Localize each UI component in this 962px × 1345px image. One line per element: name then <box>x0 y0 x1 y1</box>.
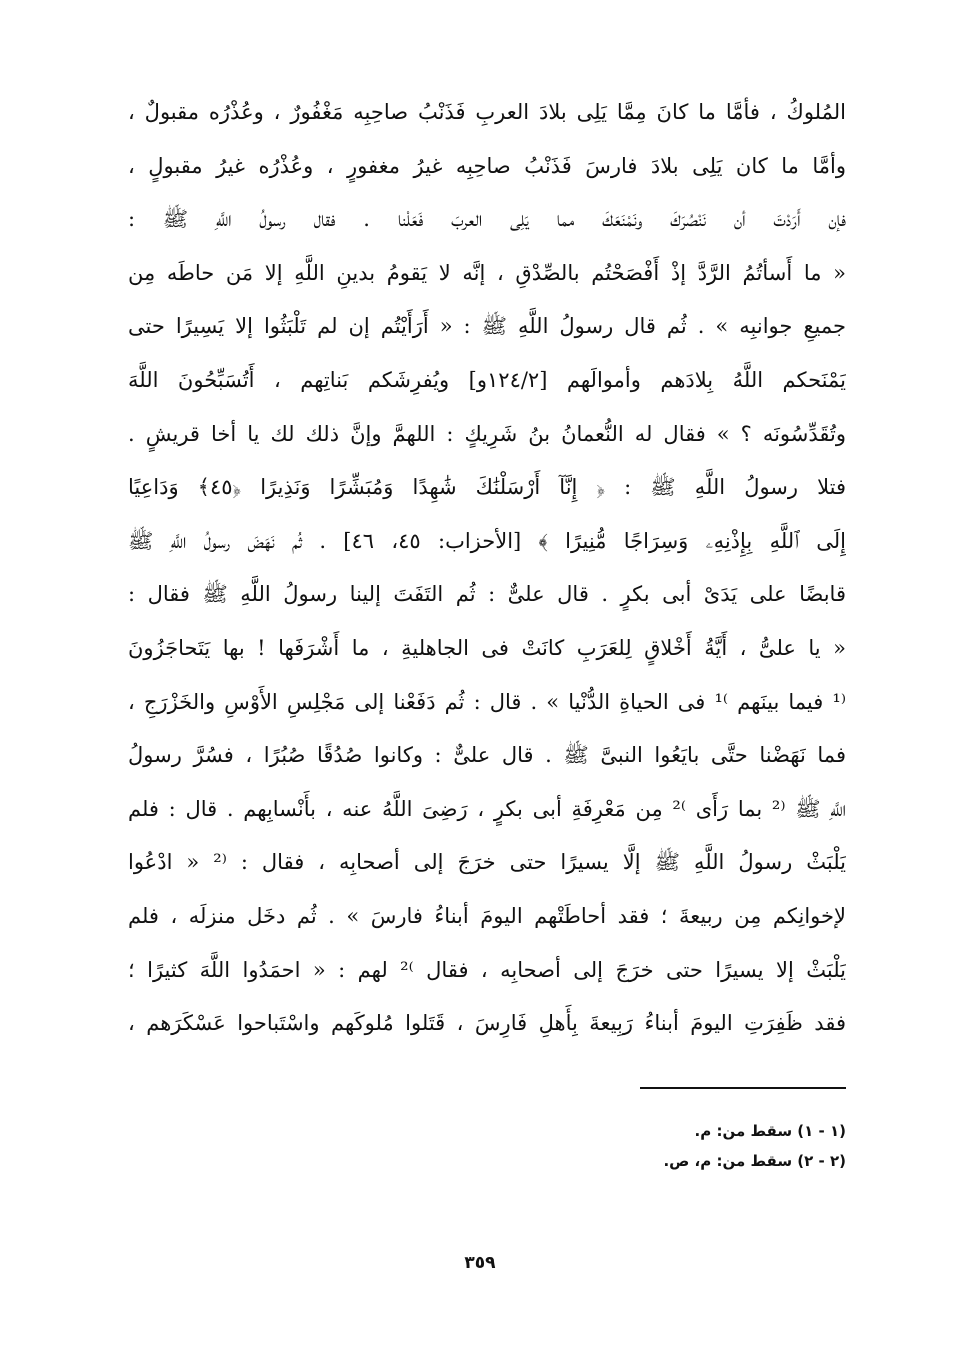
text-line: فقد ظَفِرَتِ اليومَ أبناءُ رَبِيعةَ بِأَهلِ فَارِسَ ، قَتَلوا مُلوكَهم واسْتَباحوا عَسْكَرَهم ، <box>128 1011 846 1036</box>
text-line: وأمَّا ما كان يَلِى بلادَ فارسَ فَذَنْبُ صاحِبِه غيرُ مغفورٍ ، وعُذْرُه غيرُ مقبولٍ ، <box>128 153 846 178</box>
footnote: (٢ - ٢) سقط من: م، ص. <box>663 1152 846 1170</box>
text-line: جميعِ جوانبِه » . ثُم قال رسولُ اللَّهِ ﷺ : « أَرَأَيْتُم إن لم تَلْبَثُوا إلا يَسِيرًا حتى <box>128 314 846 339</box>
text-line: المُلوكُ ، فأمَّا ما كانَ مِمَّا يَلِى بلادَ العربِ فَذَنْبُ صاحِبِه مَغْفُورٌ ، وعُذْرُه مقبولٌ ، <box>128 100 846 124</box>
text-line: فتلا رسولُ اللَّهِ ﷺ : ﴿ إِنَّآ أَرْسَلْنَٰكَ شَٰهِدًا وَمُبَشِّرًا وَنَذِيرًا ﴿٤٥﴾ وَدَاعِيًا <box>128 475 846 500</box>
main-text <box>128 86 846 1051</box>
text-line: فإن أَرَدْتَ أن نَنْصُرَكَ ونَمْنَعَكَ مما يَلِى العربَ فَعَلْنا . فقال رسولُ اللَّهِ ﷺ : <box>128 207 846 232</box>
text-line: ⁽¹ فيما بينَهم ⁾¹ فى الحياةِ الدُّنْيا » . قال : ثُم دَفَعْنا إلى مَجْلِسِ الأَوْسِ والخَزْرَجِ ، <box>128 689 846 714</box>
text-line: قابضًا على يَدَىْ أبى بكرٍ . قال علىٌّ : ثُم التَفَتَ إلينا رسولُ اللَّهِ ﷺ فقال : <box>128 582 846 607</box>
text-line: إِلَى ٱللَّهِ بِإِذْنِهِۦ وَسِرَاجًا مُّنِيرًا ﴾ [الأحزاب: ٤٥، ٤٦] . ثُم نَهَضَ رسولُ اللَّهِ ﷺ <box>128 528 846 553</box>
text-line: وتُقَدِّسُونَه ؟ » فقال له النُّعمانُ بنُ شَرِيكٍ : اللهمَّ وإنَّ ذلك لك يا أخا قريشٍ . <box>128 421 846 446</box>
page-number: ٣٥٩ <box>464 1253 496 1273</box>
text-line: لإخوانِكم مِن ربيعةَ ؛ فقد أحاطَتْهم اليومَ أبناءُ فارسَ » . ثُم دخَل منزلَه ، فلم <box>128 903 846 928</box>
text-line: يَمْنَحكم اللَّهُ بِلادَهم وأموالَهم [١٢٤/٢و] ويُفرِشَكم بَناتِهم ، أَتُسَبِّحُونَ اللَّهَ <box>128 367 846 392</box>
text-line: يَلْبَثْ إلا يسيرًا حتى خرَجَ إلى أصحابِه ، فقال ⁾² لهم : « احمَدُوا اللَّهَ كثيرًا ؛ <box>128 957 846 982</box>
text-line: « ما أَسأتُمُ الرَّدَّ إذْ أَفْصَحْتُم بالصِّدْقِ ، إنَّه لا يَقومُ بدينِ اللَّهِ إلا مَن حاطَه مِن <box>128 260 846 285</box>
text-line: يَلْبَثْ رسولُ اللَّهِ ﷺ إلَّا يسيرًا حتى خرَجَ إلى أصحابِه ، فقال : ⁽² « ادْعُوا <box>128 850 846 875</box>
footnote-divider <box>640 1087 846 1089</box>
text-line: « يا علىُّ ، أَيَّةُ أَخْلاقٍ لِلعَرَبِ كانَتْ فى الجاهليةِ ، ما أَشْرَفَها ! بها يَتَحاجَزُونَ <box>128 635 846 660</box>
footnote: (١ - ١) سقط من: م. <box>694 1122 846 1140</box>
footnotes <box>560 1116 846 1176</box>
text-line: فما نَهَضْنا حتَّى بايَعُوا النبىَّ ﷺ . قال علىٌّ : وكانوا صُدُقًا صُبُرًا ، فسُرَّ رسولُ <box>128 743 846 768</box>
text-line: اللَّهِ ﷺ ⁽² بما رَأَى ⁾² مِن مَعْرِفَةِ أبى بكرٍ ، رَضِىَ اللَّهُ عنه ، بأَنْسابِهم . قال : فلم <box>128 796 846 821</box>
